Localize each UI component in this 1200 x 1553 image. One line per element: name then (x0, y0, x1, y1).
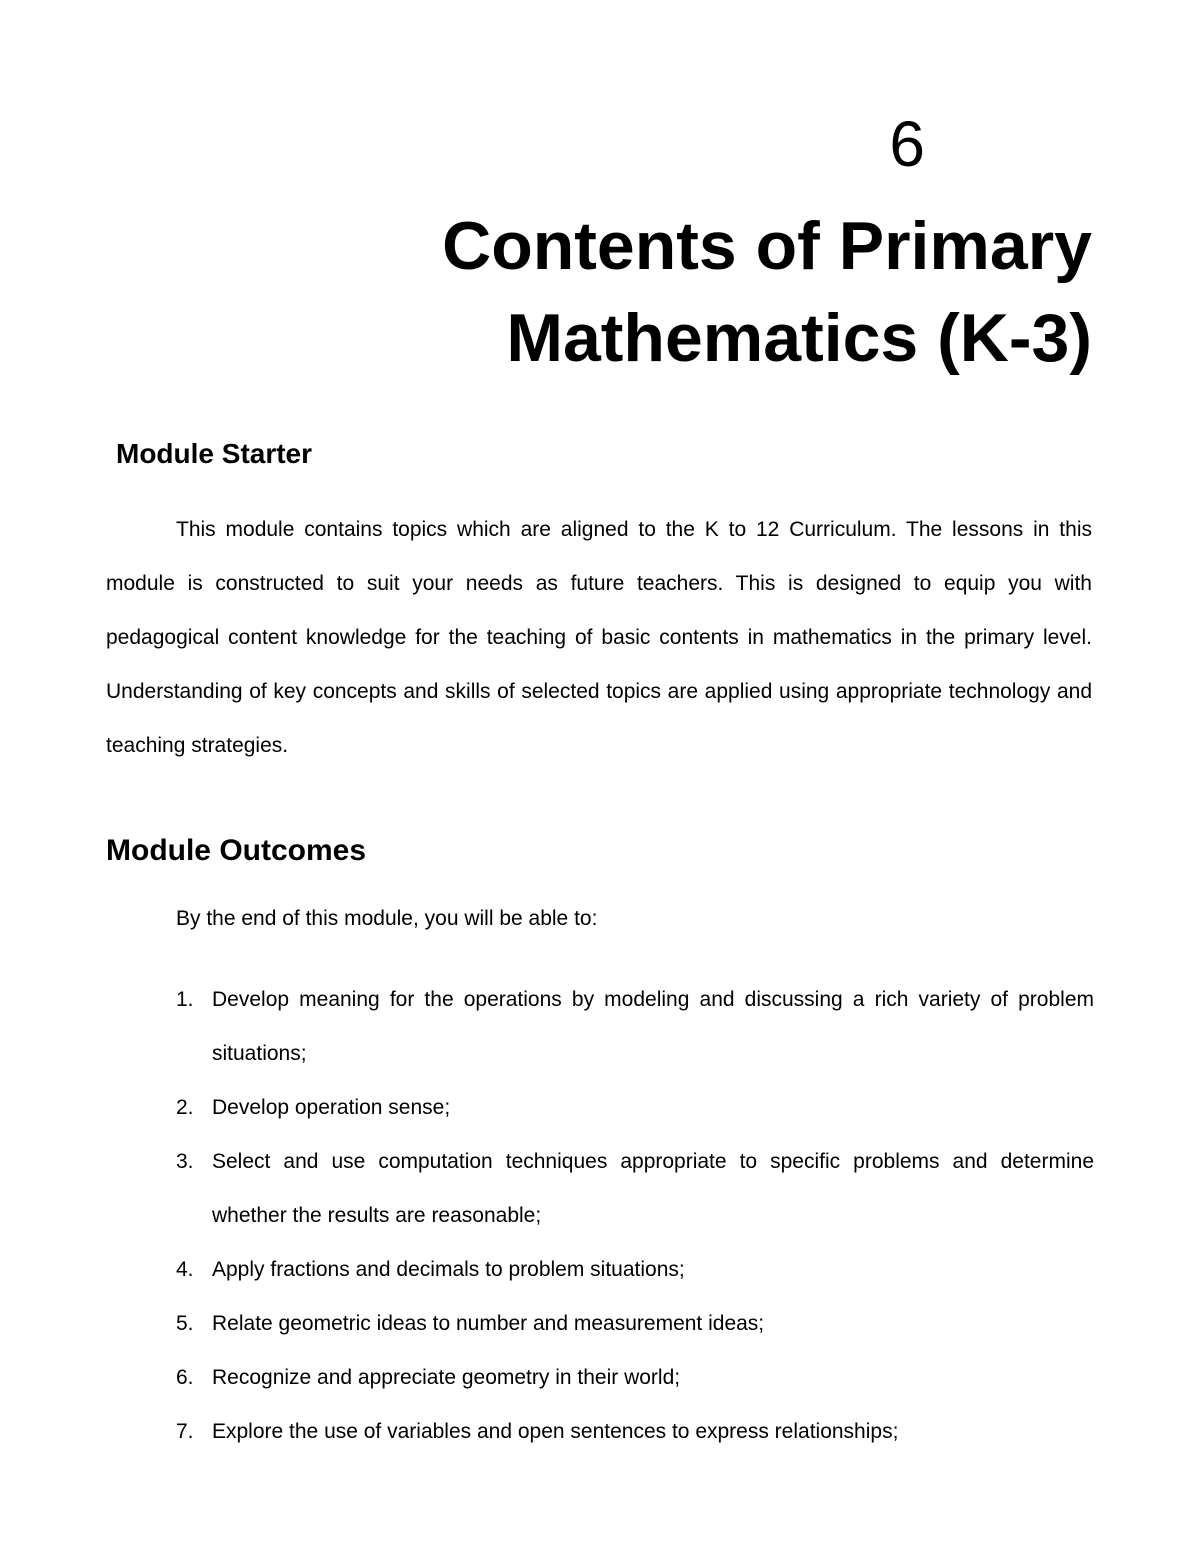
outcome-item (176, 1081, 1094, 1135)
outcome-text: Select and use computation techniques appropriate to specific problems and determine whether the results are reasonable; (212, 1150, 1094, 1227)
outcome-item (176, 973, 1094, 1081)
chapter-title (192, 200, 1092, 384)
outcome-text: Explore the use of variables and open sentences to express relationships; (212, 1420, 899, 1443)
outcome-item (176, 1243, 1094, 1297)
outcome-item (176, 1351, 1094, 1405)
outcomes-intro: By the end of this module, you will be able to: (176, 907, 598, 930)
outcomes-list (176, 973, 1094, 1459)
outcome-number: 1. (176, 988, 194, 1011)
outcome-item (176, 1297, 1094, 1351)
outcome-text: Recognize and appreciate geometry in their world; (212, 1366, 681, 1389)
outcome-text: Develop operation sense; (212, 1096, 451, 1119)
outcome-text: Relate geometric ideas to number and measurement ideas; (212, 1312, 765, 1335)
outcome-number: 6. (176, 1366, 194, 1389)
chapter-number: 6 (889, 108, 925, 180)
outcome-text: Apply fractions and decimals to problem situations; (212, 1258, 685, 1281)
chapter-title-line-2: Mathematics (K-3) (506, 300, 1092, 376)
module-starter-paragraph: This module contains topics which are aligned to the K to 12 Curriculum. The lessons in this module is constructed to suit your needs as future teachers. This is designed to equip you with pedagogical content knowledge for the teaching of basic contents in mathematics in the primary level. Understanding of key concepts and skills of selected topics are applied using appropriate technology and teaching strategies. (106, 518, 1092, 757)
outcome-text: Develop meaning for the operations by modeling and discussing a rich variety of problem situations; (212, 988, 1094, 1065)
outcome-item (176, 1135, 1094, 1243)
outcome-item (176, 1405, 1094, 1459)
outcome-number: 2. (176, 1096, 194, 1119)
outcome-number: 4. (176, 1258, 194, 1281)
outcome-number: 5. (176, 1312, 194, 1335)
module-outcomes-heading: Module Outcomes (106, 834, 367, 867)
outcome-number: 7. (176, 1420, 194, 1443)
chapter-title-line-1: Contents of Primary (442, 208, 1092, 284)
outcome-number: 3. (176, 1150, 194, 1173)
module-starter-heading: Module Starter (116, 438, 313, 469)
